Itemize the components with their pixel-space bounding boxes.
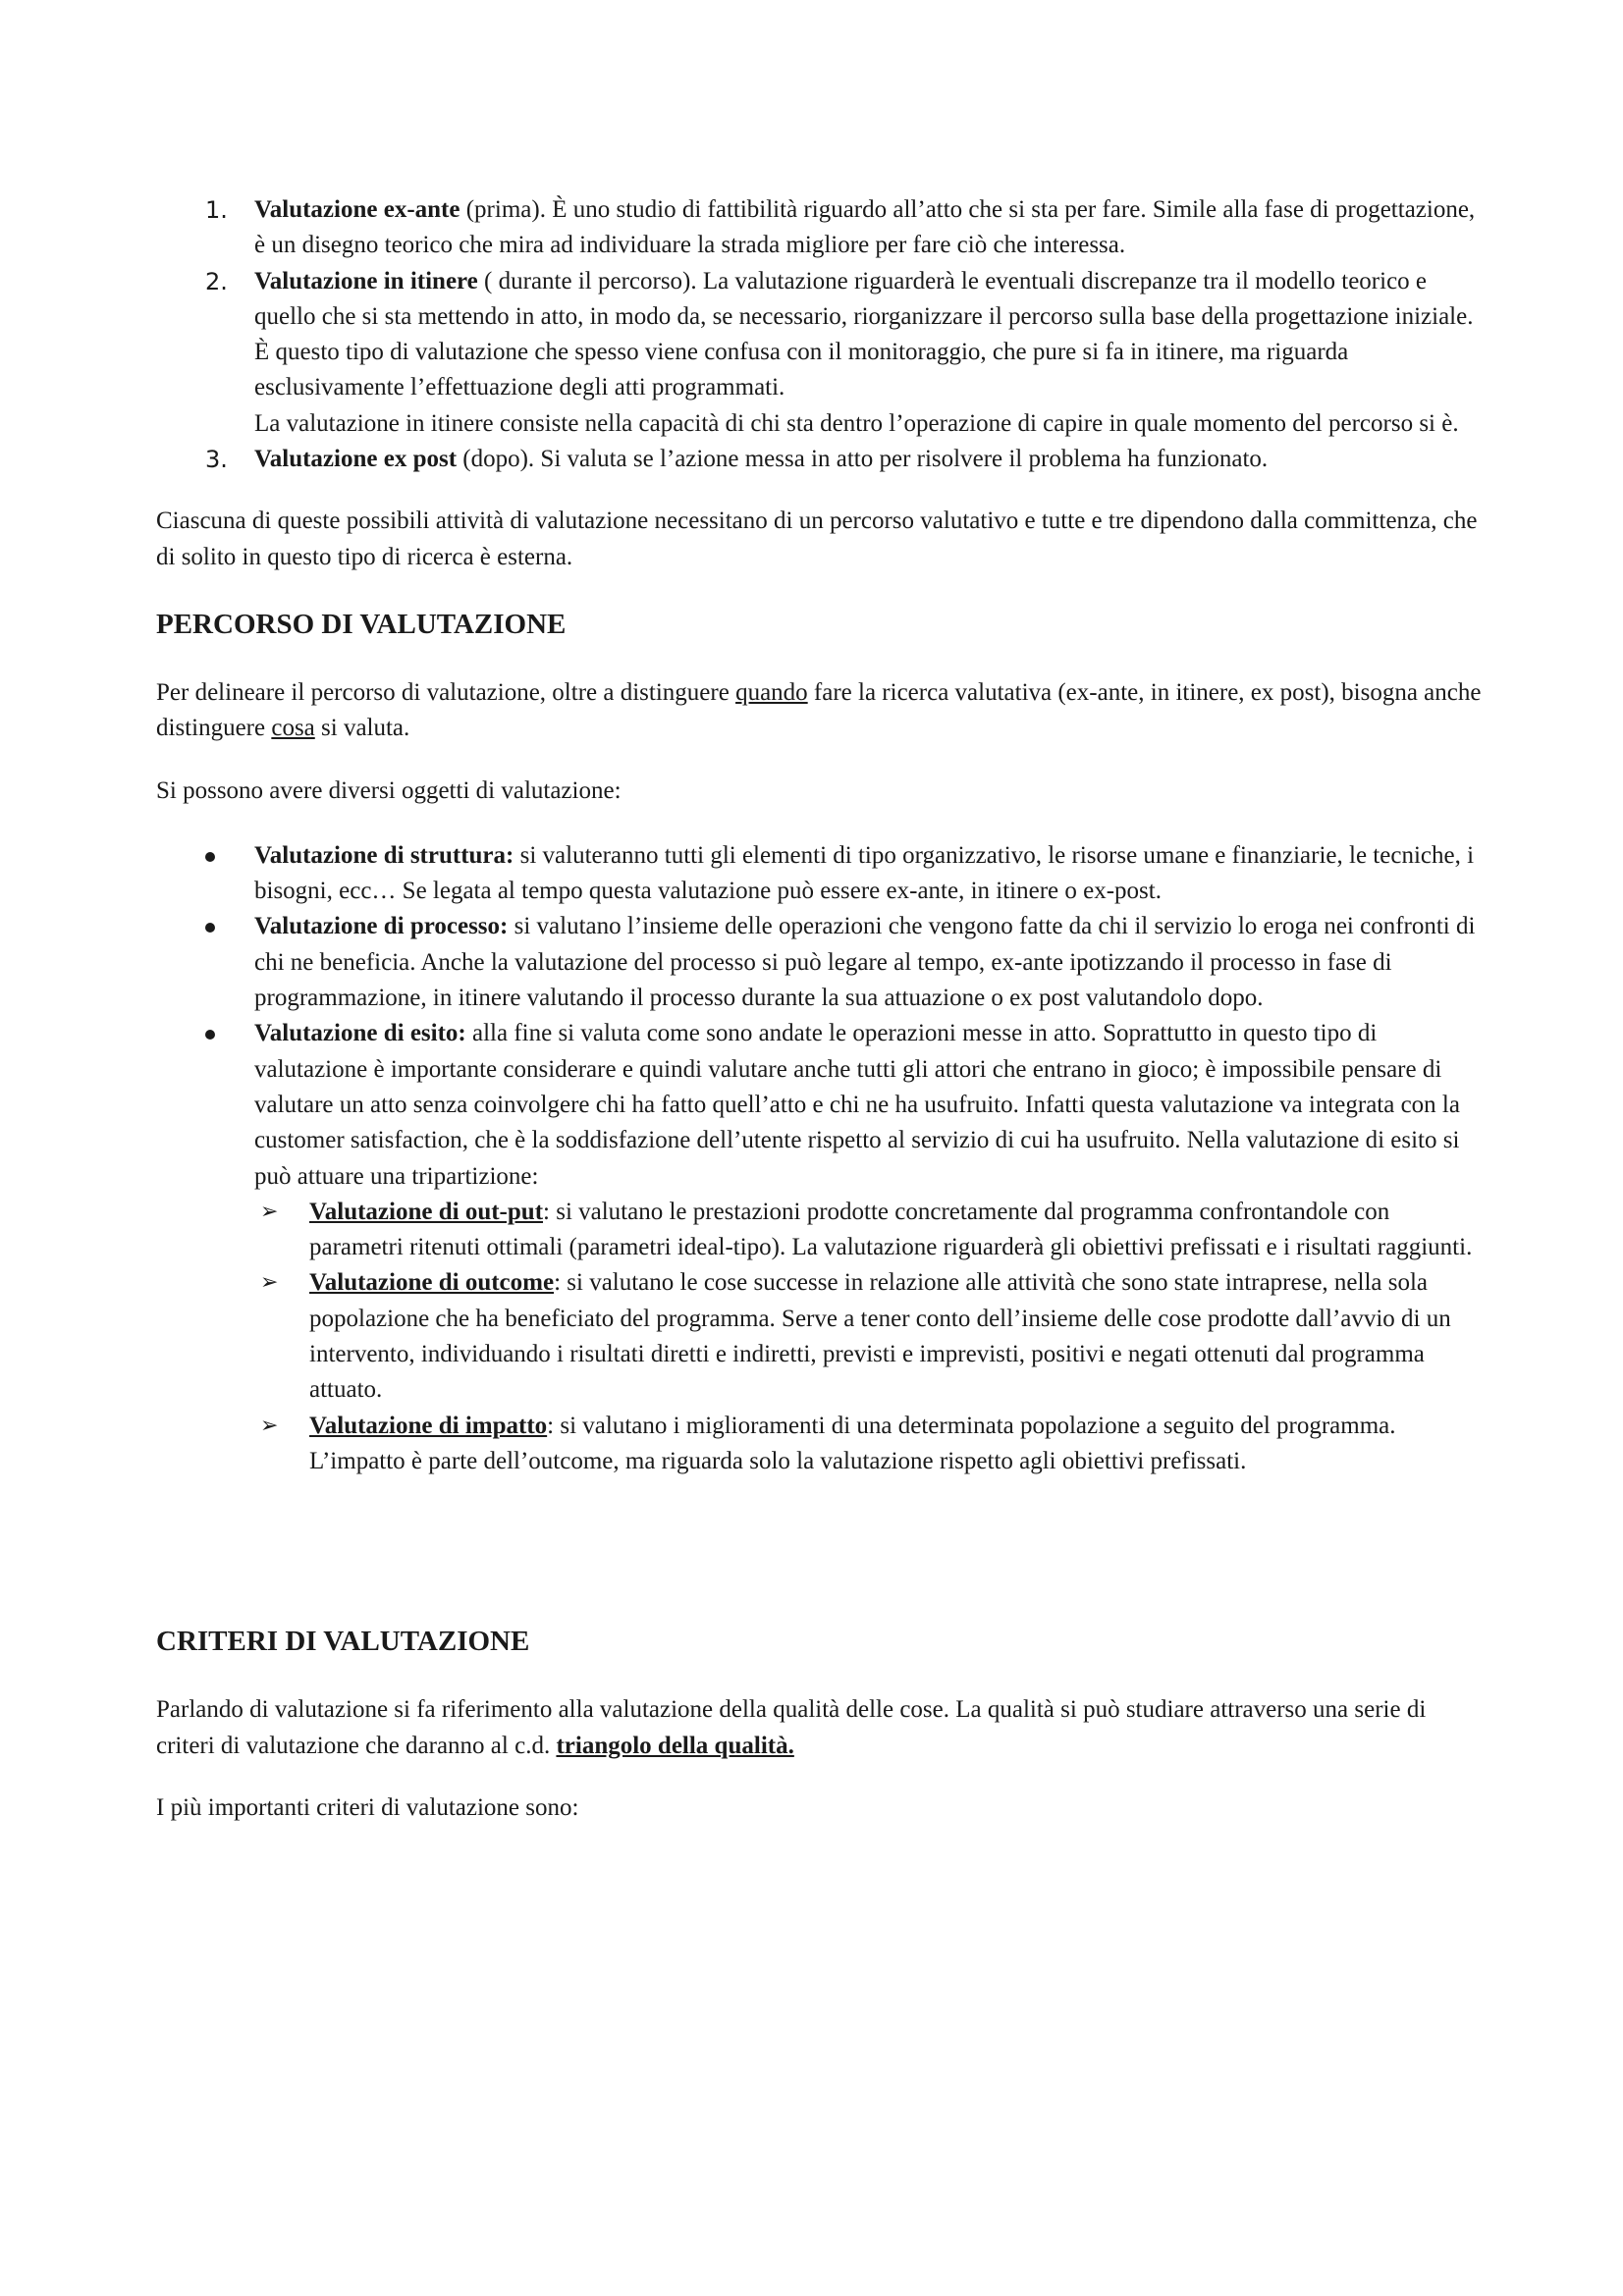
list-number: 2. <box>205 267 228 295</box>
list-number: 1. <box>205 196 228 224</box>
bullet-item: Valutazione di processo: si valutano l’insieme delle operazioni che vengono fatte da chi il servizio lo eroga nei confronti di chi ne beneficia. Anche la valutazione del processo si può legare al tempo, ex-ante ipotizzando il processo in fase di programmazione, in itinere valutando il processo durante la sua attuazione o ex post valutandolo dopo. <box>156 909 1482 1016</box>
list-item-text: La valutazione in itinere consiste nella capacità di chi sta dentro l’operazione di capire in quale momento del percorso si è. <box>254 409 1459 437</box>
list-item-text: Valutazione ex post (dopo). Si valuta se l’azione messa in atto per risolvere il problema ha funzionato. <box>254 446 1269 473</box>
paragraph-delineare: Per delineare il percorso di valutazione, oltre a distinguere quando fare la ricerca valutativa (ex-ante, in itinere, ex post), bisogna anche distinguere cosa si valuta. <box>156 678 1482 742</box>
list-item-title: Valutazione ex post <box>254 446 458 473</box>
paragraph-criteri: I più importanti criteri di valutazione sono: <box>156 1793 579 1821</box>
paragraph-oggetti: Si possono avere diversi oggetti di valutazione: <box>156 776 622 804</box>
sub-item: ➢ Valutazione di out-put: si valutano le prestazioni prodotte concretamente dal programma confrontandole con parametri ritenuti ottimali (parametri ideal-tipo). La valutazione riguarderà gli obiettivi prefissati e i risultati raggiunti. <box>254 1195 1482 1266</box>
list-item-title: Valutazione ex-ante <box>254 196 460 223</box>
paragraph-qualita: Parlando di valutazione si fa riferimento alla valutazione della qualità delle cose. La qualità si può studiare attraverso una serie di criteri di valutazione che daranno al c.d. triangolo della qualità. <box>156 1696 1427 1759</box>
paragraph-committenza: Ciascuna di queste possibili attività di valutazione necessitano di un percorso valutativo e tutte e tre dipendono dalla committenza, che di solito in questo tipo di ricerca è esterna. <box>156 507 1478 570</box>
list-item-text: È questo tipo di valutazione che spesso viene confusa con il monitoraggio, che pure si fa in itinere, ma riguarda esclusivamente l’effettuazione degli atti programmati. <box>254 339 1349 401</box>
sub-item: ➢ Valutazione di outcome: si valutano le cose successe in relazione alle attività che sono state intraprese, nella sola popolazione che ha beneficiato del programma. Serve a tener conto dell’insieme delle cose prodotte dall’avvio di un intervento, individuando i risultati diretti e indiretti, previsti e imprevisti, positivi e negati ottenuti dal programma attuato. <box>254 1265 1482 1408</box>
arrow-bullet-icon: ➢ <box>260 1270 279 1296</box>
evaluation-timing-list <box>156 192 1482 477</box>
bullet-title: Valutazione di esito: <box>254 1020 466 1047</box>
document-page <box>156 192 1482 1826</box>
arrow-bullet-icon: ➢ <box>260 1199 279 1224</box>
sub-item-title: Valutazione di out-put <box>309 1198 544 1225</box>
underlined-quando: quando <box>735 678 808 706</box>
bullet-title: Valutazione di struttura: <box>254 841 514 869</box>
list-number: 3. <box>205 446 228 474</box>
list-item-text: Valutazione in itinere ( durante il percorso). La valutazione riguarderà le eventuali discrepanze tra il modello teorico e quello che si sta mettendo in atto, in modo da, se necessario, riorganizzare il percorso sulla base della progettazione iniziale. <box>254 267 1474 330</box>
sub-item-title: Valutazione di impatto <box>309 1412 548 1439</box>
list-item <box>156 192 1482 264</box>
heading-criteri: CRITERI DI VALUTAZIONE <box>156 1626 530 1658</box>
list-item-title: Valutazione in itinere <box>254 267 478 294</box>
bullet-title: Valutazione di processo: <box>254 913 509 940</box>
list-item-text: Valutazione ex-ante (prima). È uno studio di fattibilità riguardo all’atto che si sta per fare. Simile alla fase di progettazione, è un disegno teorico che mira ad individuare la strada migliore per fare ciò che interessa. <box>254 196 1476 259</box>
outcome-subtypes-list <box>254 1195 1482 1479</box>
bullet-icon <box>205 1030 215 1040</box>
bullet-icon <box>205 852 215 862</box>
bullet-icon <box>205 923 215 933</box>
bullet-item: Valutazione di struttura: si valuteranno tutti gli elementi di tipo organizzativo, le risorse umane e finanziarie, le tecniche, i bisogni, ecc… Se legata al tempo questa valutazione può essere ex-ante, in itinere o ex-post. <box>156 838 1482 910</box>
evaluation-objects-list <box>156 838 1482 1479</box>
list-item <box>156 442 1482 477</box>
bullet-item: Valutazione di esito: alla fine si valuta come sono andate le operazioni messe in atto. Soprattutto in questo tipo di valutazione è importante considerare e quindi valutare anche tutti gli attori che entrano in gioco; è impossibile pensare di valutare un atto senza coinvolgere chi ha fatto quell’atto e chi ne ha usufruito. Infatti questa valutazione va integrata con la customer satisfaction, che è la soddisfazione dell’utente rispetto al servizio di cui ha usufruito. Nella valutazione di esito si può attuare una tripartizione: ➢ Valutazione di out-put: si valutano le prestazioni prodotte concretamente dal programma confrontandole con parametri ritenuti ottimali (parametri ideal-tipo). La valutazione riguarderà gli obiettivi prefissati e i risultati raggiunti. ➢ Valutazione di outcome: si valutano le cose successe in relazione alle attività che sono state intraprese, nella sola popolazione che ha beneficiato del programma. Serve a tener conto dell’insieme delle cose prodotte dall’avvio di un intervento, individuando i risultati diretti e indiretti, previsti e imprevisti, positivi e negati ottenuti dal programma attuato. ➢ Valutazione di impatto: si valutano i miglioramenti di una determinata popolazione a seguito del programma. L’impatto è parte dell’outcome, ma riguarda solo la valutazione rispetto agli obiettivi prefissati. <box>156 1016 1482 1479</box>
underlined-cosa: cosa <box>271 715 315 742</box>
sub-item-title: Valutazione di outcome <box>309 1269 555 1297</box>
heading-percorso: PERCORSO DI VALUTAZIONE <box>156 608 567 640</box>
list-item <box>156 264 1482 442</box>
sub-item: ➢ Valutazione di impatto: si valutano i miglioramenti di una determinata popolazione a seguito del programma. L’impatto è parte dell’outcome, ma riguarda solo la valutazione rispetto agli obiettivi prefissati. <box>254 1409 1482 1480</box>
arrow-bullet-icon: ➢ <box>260 1413 279 1438</box>
emphasis-triangolo: triangolo della qualità. <box>556 1732 794 1759</box>
